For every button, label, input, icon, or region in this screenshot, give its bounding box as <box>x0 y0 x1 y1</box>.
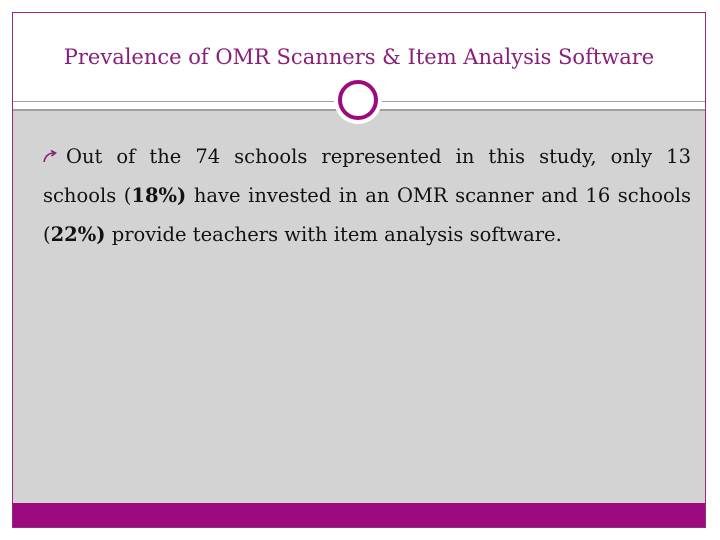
divider-circle-ornament <box>338 80 378 120</box>
footer-bar <box>13 503 705 527</box>
slide-title: Prevalence of OMR Scanners & Item Analysis Software <box>63 45 655 69</box>
slide <box>12 12 706 528</box>
bullet-text-highlight: 22%) <box>50 223 106 246</box>
curved-arrow-icon <box>43 150 57 164</box>
bullet-text <box>43 137 691 254</box>
bullet-text-part: have invested in an OMR scanner and 16 schools ( <box>43 184 691 246</box>
bullet-text-highlight: 18%) <box>131 184 187 207</box>
bullet-text-part: provide teachers with item analysis software. <box>105 223 562 246</box>
bullet-text-part: Out of the 74 schools represented in this study, only 13 schools ( <box>43 145 691 207</box>
bullet-item <box>43 137 691 254</box>
